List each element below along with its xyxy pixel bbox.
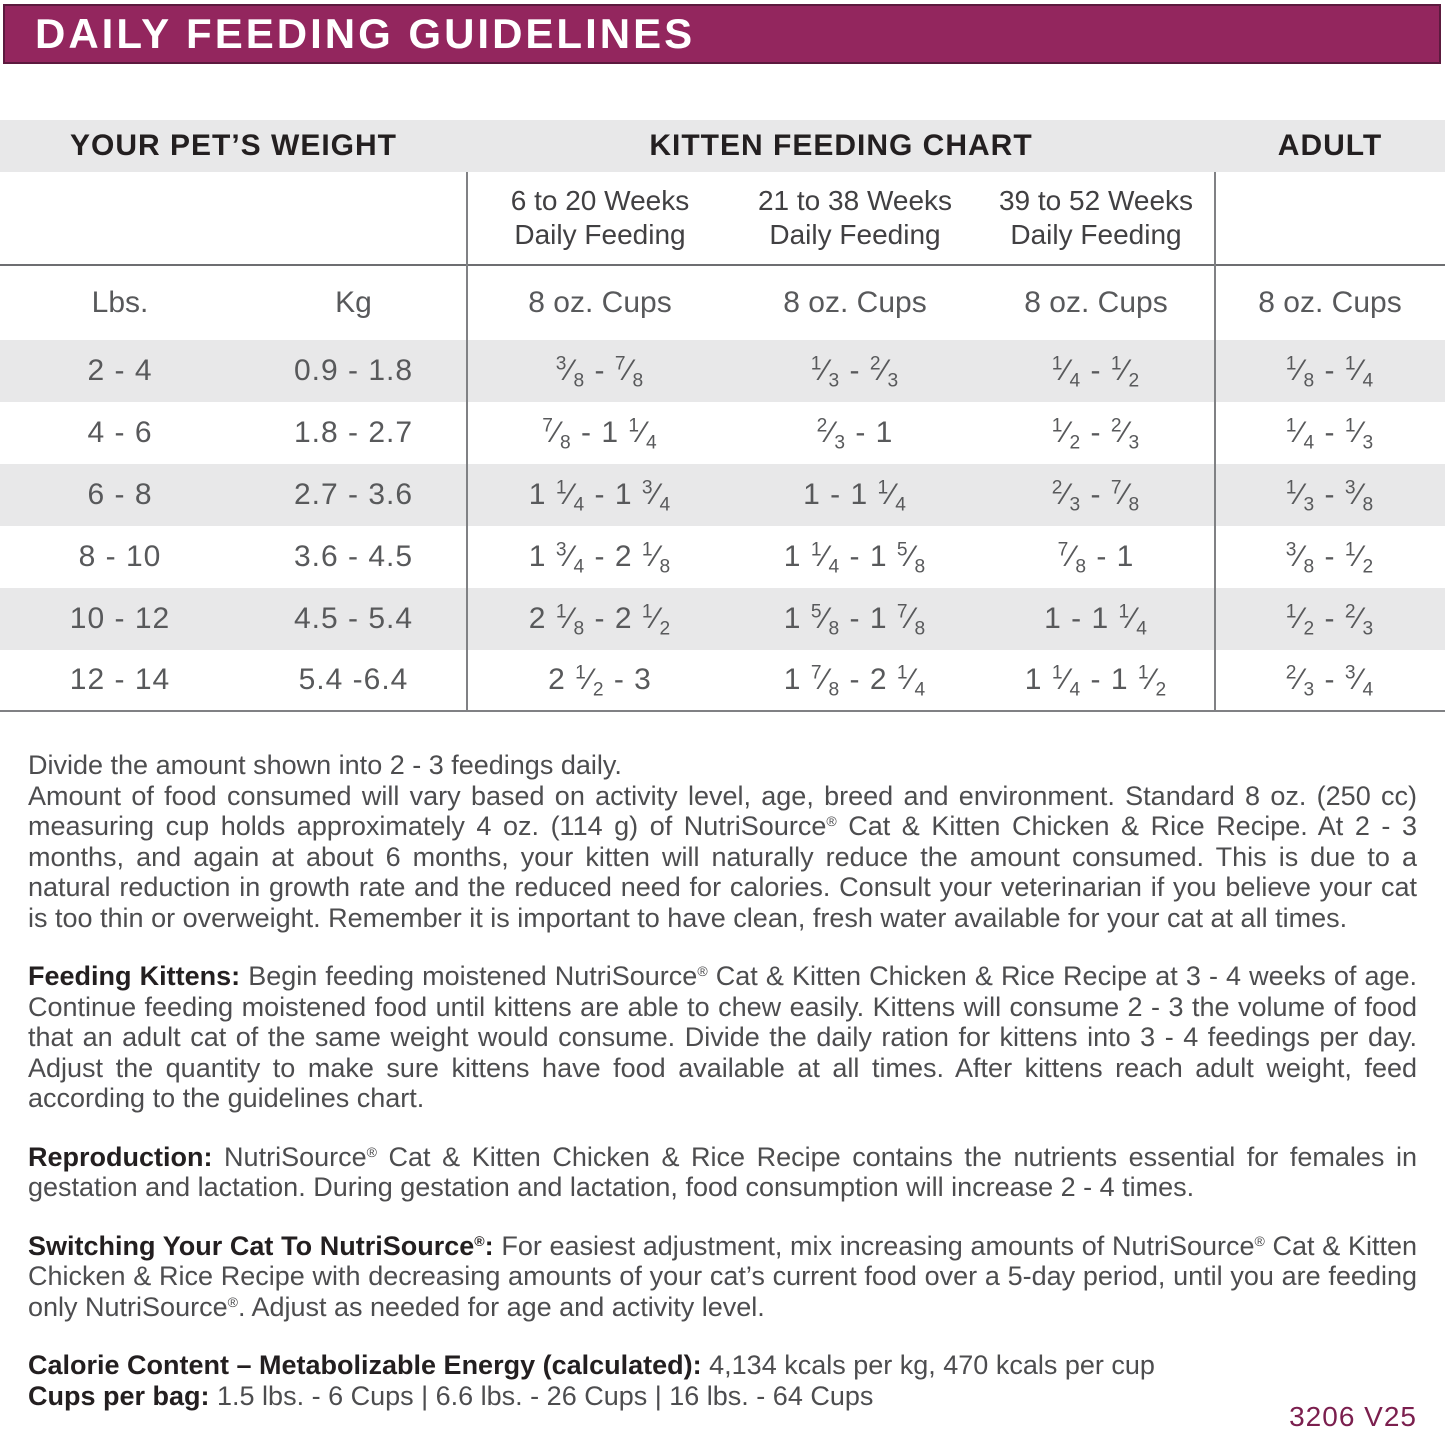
- table-row: [0, 588, 1445, 650]
- cell-adult: $^1⁄_2$ - $^2⁄_3$: [1285, 601, 1375, 640]
- cell-w6_20: 2 $^1⁄_2 - 3$: [548, 662, 652, 701]
- unit-header-5: 8 oz. Cups: [1258, 286, 1402, 319]
- cell-adult: $^1⁄_4$ - $^1⁄_3$: [1285, 415, 1375, 454]
- cell-lbs: 10 - 12: [69, 602, 171, 635]
- table-group-header-row: [0, 120, 1445, 172]
- table-row: [0, 402, 1445, 464]
- note-paragraph: Feeding Kittens: Begin feeding moistened NutriSource® Cat & Kitten Chicken & Rice Recipe at 3 - 4 weeks of age. Continue feeding moistened food until kittens are able to chew easily. Kittens will consume 2 - 3 the volume of food that an adult cat of the same weight would consume. Divide the daily ration for kittens into 3 - 4 feedings per day. Adjust the quantity to make sure kittens have food available at all times. After kittens reach adult weight, feed according to the guidelines chart.: [28, 961, 1417, 1113]
- note-paragraph: Amount of food consumed will vary based on activity level, age, breed and environment. Standard 8 oz. (250 cc) measuring cup holds approximately 4 oz. (114 g) of NutriSource® Cat & Kitten Chicken & Rice Recipe. At 2 - 3 months, and again at about 6 months, your kitten will naturally reduce the amount consumed. This is due to a natural reduction in growth rate and the reduced need for calories. Consult your veterinarian if you believe your cat is too thin or overweight. Remember it is important to have clean, fresh water available for your cat at all times.: [28, 780, 1417, 933]
- cell-kg: 1.8 - 2.7: [293, 416, 414, 449]
- table-row: [0, 526, 1445, 588]
- cell-adult: $^1⁄_3$ - $^3⁄_8$: [1285, 477, 1375, 516]
- cell-adult: $^1⁄_8$ - $^1⁄_4$: [1285, 353, 1375, 392]
- cell-w39_52: 1 $^1⁄_4 - 1$ $^1⁄_2$: [1024, 662, 1168, 701]
- note-block-2: [28, 1142, 1417, 1203]
- note-block-4: [28, 1350, 1417, 1411]
- table-row: [0, 464, 1445, 526]
- group-header-adult: ADULT: [1277, 129, 1383, 162]
- footer: [1289, 1401, 1417, 1433]
- cell-kg: 3.6 - 4.5: [293, 540, 414, 573]
- table-row: [0, 340, 1445, 402]
- cell-kg: 5.4 -6.4: [298, 663, 409, 696]
- age-header-2: 39 to 52 Weeks Daily Feeding: [998, 185, 1194, 250]
- cell-adult: $^2⁄_3$ - $^3⁄_4$: [1285, 662, 1375, 701]
- cell-w6_20: 2 $^1⁄_8 - 2$ $^1⁄_2$: [528, 601, 672, 640]
- unit-header-1: Kg: [335, 286, 372, 319]
- feeding-table: [0, 120, 1445, 712]
- age-header-0: 6 to 20 Weeks Daily Feeding: [510, 185, 690, 250]
- cell-kg: 2.7 - 3.6: [293, 478, 414, 511]
- table-divider-right: [1214, 172, 1216, 712]
- units-header-row: [0, 264, 1445, 340]
- note-block-0: [28, 750, 1417, 933]
- group-header-pet-weight: YOUR PET’S WEIGHT: [69, 129, 398, 162]
- table-divider-left: [466, 172, 468, 712]
- page-title: DAILY FEEDING GUIDELINES: [35, 10, 696, 57]
- cell-w21_38: $^1⁄_3$ - $^2⁄_3$: [810, 353, 900, 392]
- cell-lbs: 2 - 4: [87, 354, 153, 387]
- table-row: [0, 650, 1445, 712]
- group-header-kitten-chart: KITTEN FEEDING CHART: [649, 129, 1033, 162]
- cell-w6_20: 1 $^3⁄_4 - 2$ $^1⁄_8$: [528, 539, 672, 578]
- note-paragraph: Calorie Content – Metabolizable Energy (calculated): 4,134 kcals per kg, 470 kcals per cup: [28, 1350, 1155, 1380]
- note-paragraph: Reproduction: NutriSource® Cat & Kitten Chicken & Rice Recipe contains the nutrients essential for females in gestation and lactation. During gestation and lactation, food consumption will increase 2 - 4 times.: [28, 1141, 1418, 1202]
- cell-w21_38: $^2⁄_3 - 1$: [816, 415, 894, 454]
- cell-kg: 4.5 - 5.4: [293, 602, 414, 635]
- cell-kg: 0.9 - 1.8: [293, 354, 414, 387]
- note-paragraph: Cups per bag: 1.5 lbs. - 6 Cups | 6.6 lbs. - 26 Cups | 16 lbs. - 64 Cups: [28, 1380, 874, 1411]
- cell-lbs: 6 - 8: [87, 478, 153, 511]
- cell-w6_20: $^3⁄_8$ - $^7⁄_8$: [555, 353, 645, 392]
- unit-header-2: 8 oz. Cups: [528, 286, 672, 319]
- unit-header-3: 8 oz. Cups: [783, 286, 927, 319]
- age-header-row: [0, 172, 1445, 264]
- cell-w6_20: $^7⁄_8 - 1$ $^1⁄_4$: [542, 415, 658, 454]
- cell-w6_20: 1 $^1⁄_4 - 1$ $^3⁄_4$: [528, 477, 672, 516]
- cell-w21_38: 1 - 1 $^1⁄_4$: [803, 477, 907, 516]
- unit-header-0: Lbs.: [91, 286, 149, 319]
- note-paragraph: Switching Your Cat To NutriSource®: For easiest adjustment, mix increasing amounts of NutriSource® Cat & Kitten Chicken & Rice Recipe with decreasing amounts of your cat’s current food over a 5-day period, until you are feeding only NutriSource®. Adjust as needed for age and activity level.: [28, 1230, 1417, 1322]
- cell-w39_52: $^1⁄_2$ - $^2⁄_3$: [1051, 415, 1141, 454]
- note-block-1: [28, 961, 1417, 1114]
- product-code: 3206 V25: [1289, 1401, 1417, 1432]
- cell-lbs: 4 - 6: [87, 416, 153, 449]
- cell-adult: $^3⁄_8$ - $^1⁄_2$: [1285, 539, 1375, 578]
- note-paragraph: Divide the amount shown into 2 - 3 feedings daily.: [28, 750, 622, 780]
- cell-w21_38: 1 $^5⁄_8 - 1$ $^7⁄_8$: [783, 601, 927, 640]
- cell-w39_52: 1 - 1 $^1⁄_4$: [1044, 601, 1148, 640]
- age-header-1: 21 to 38 Weeks Daily Feeding: [757, 185, 953, 250]
- cell-w21_38: 1 $^1⁄_4 - 1$ $^5⁄_8$: [783, 539, 927, 578]
- table-body: [0, 340, 1445, 712]
- unit-header-4: 8 oz. Cups: [1024, 286, 1168, 319]
- cell-w39_52: $^1⁄_4$ - $^1⁄_2$: [1051, 353, 1141, 392]
- cell-w39_52: $^7⁄_8 - 1$: [1057, 539, 1135, 578]
- cell-lbs: 8 - 10: [78, 540, 162, 573]
- cell-w39_52: $^2⁄_3$ - $^7⁄_8$: [1051, 477, 1141, 516]
- note-block-3: [28, 1231, 1417, 1323]
- notes-section: [28, 750, 1417, 1411]
- cell-lbs: 12 - 14: [69, 663, 171, 696]
- cell-w21_38: 1 $^7⁄_8 - 2$ $^1⁄_4$: [783, 662, 927, 701]
- title-bar: [3, 4, 1441, 64]
